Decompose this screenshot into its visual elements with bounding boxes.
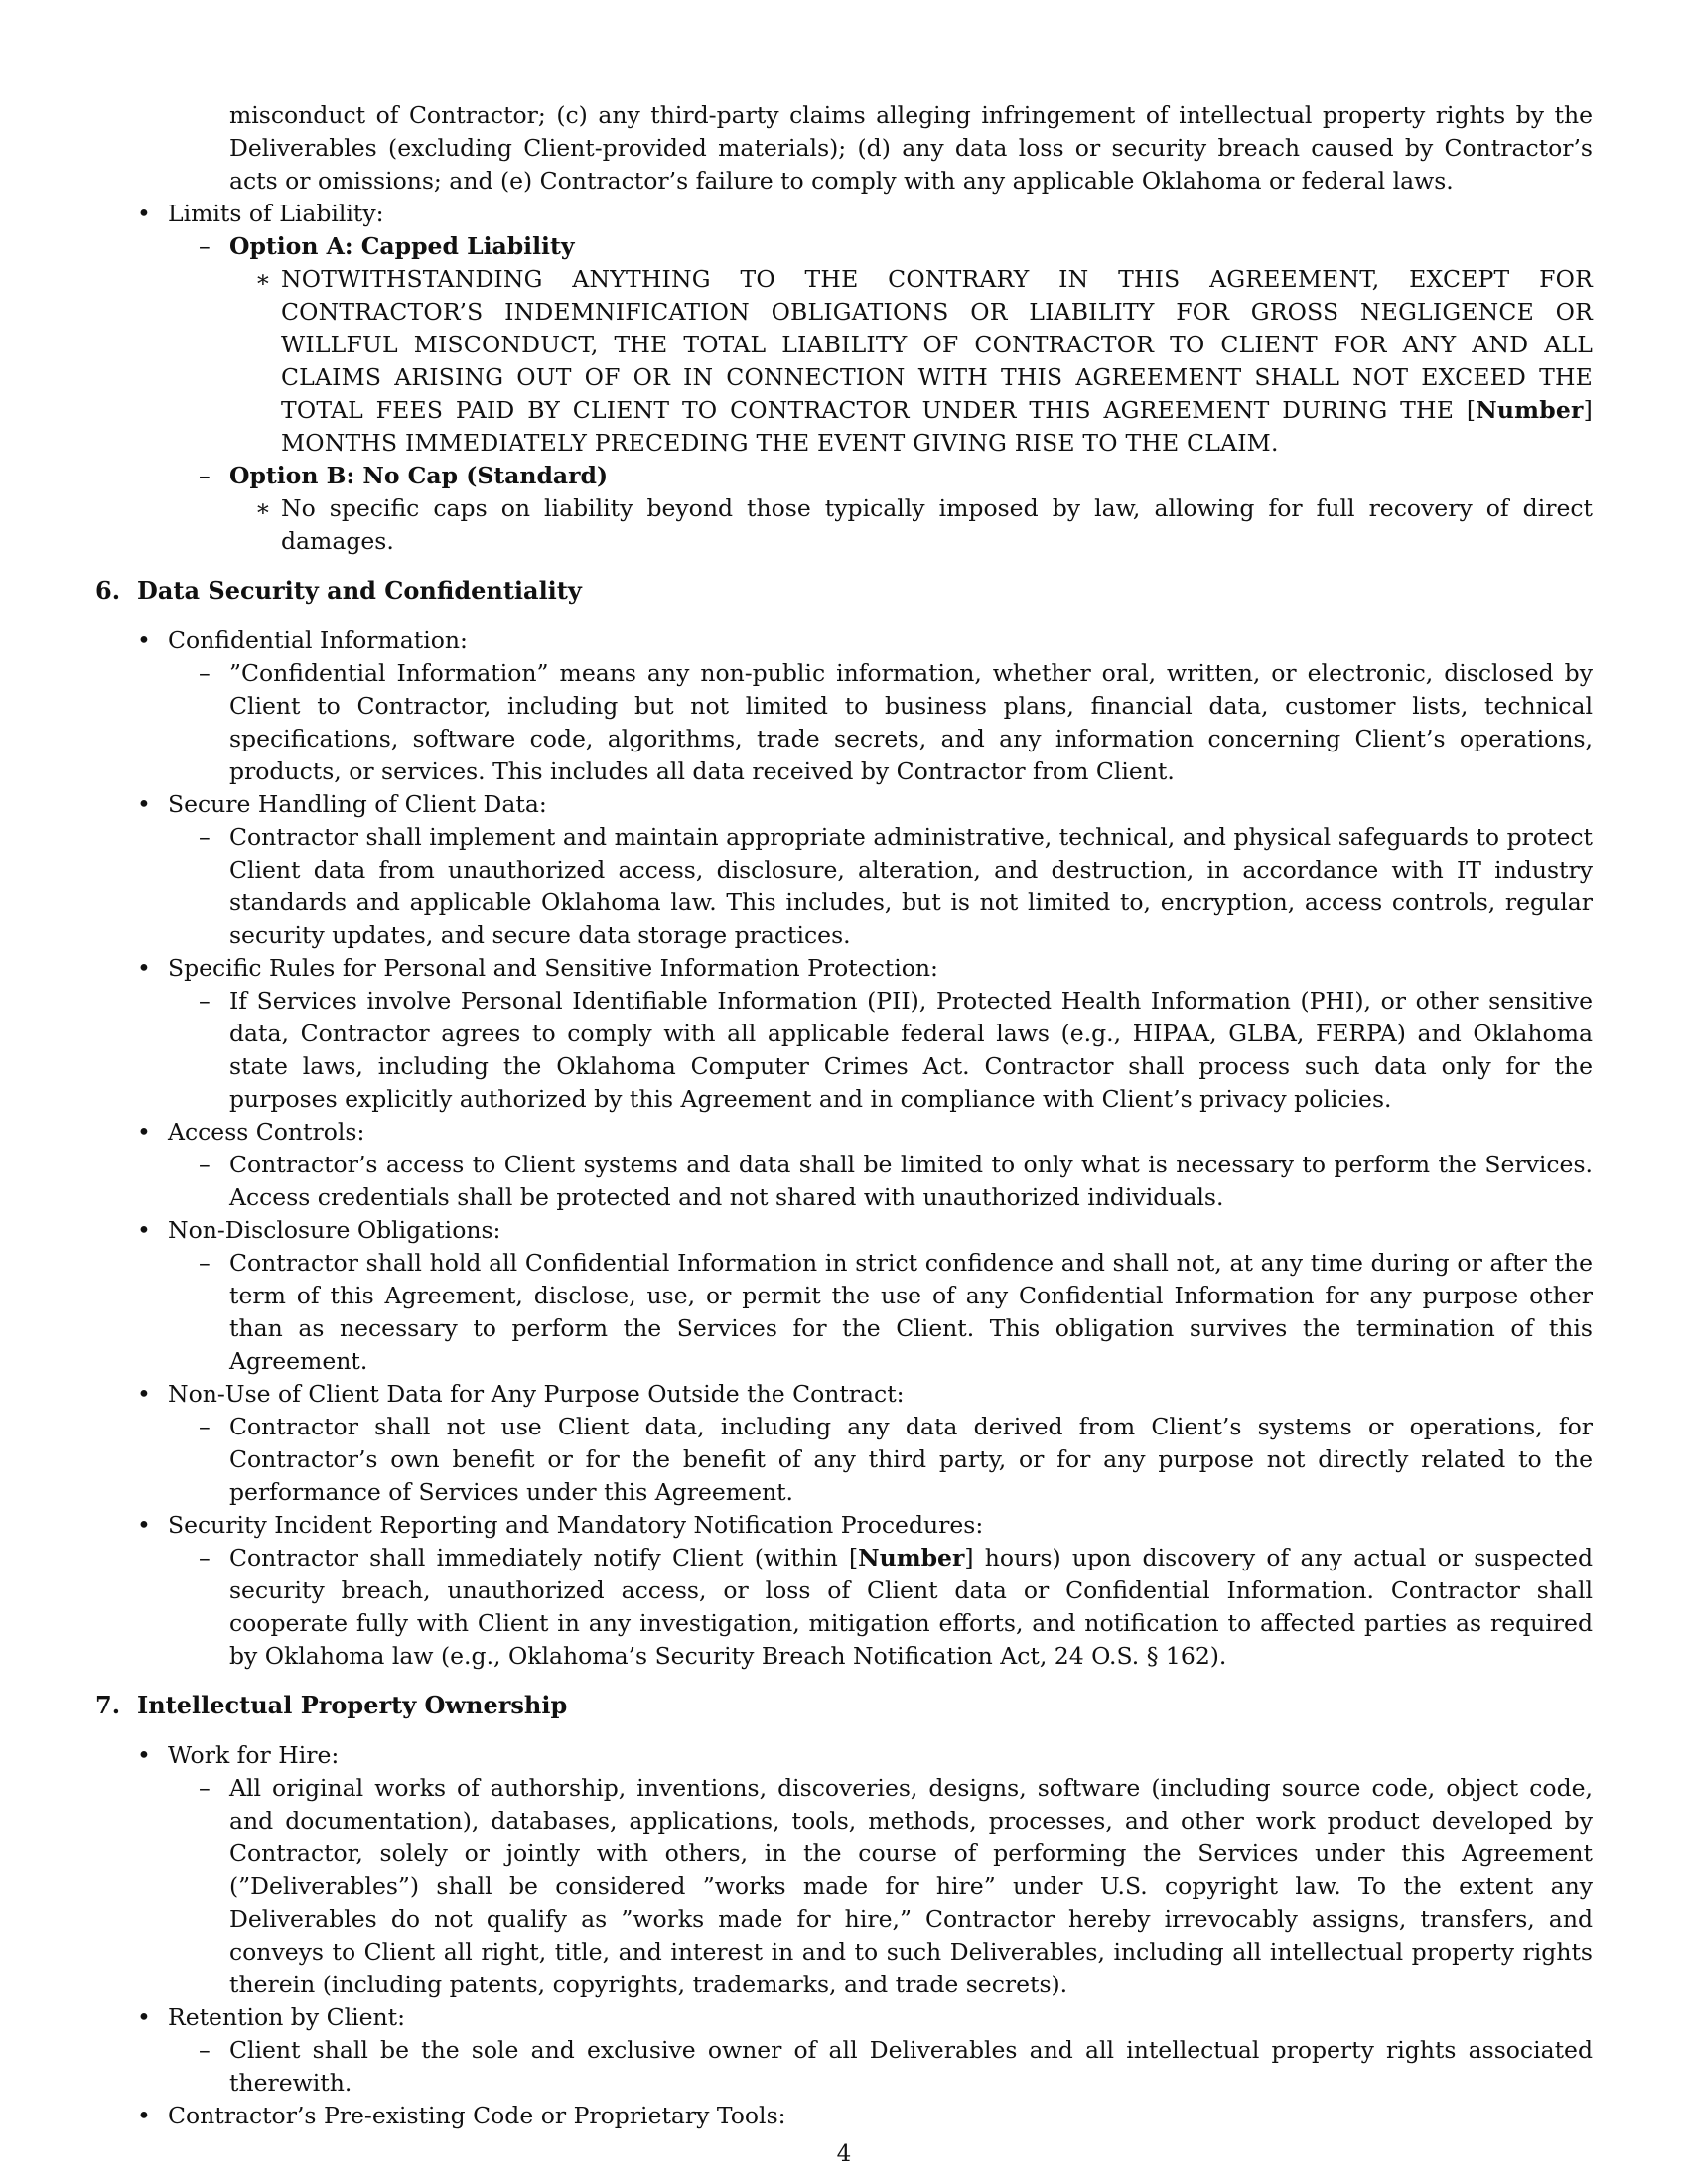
option-b-list bbox=[229, 492, 1593, 558]
sub-item bbox=[168, 2034, 1593, 2100]
option-a bbox=[168, 230, 1593, 460]
sub-item bbox=[168, 657, 1593, 788]
sublist bbox=[168, 1772, 1593, 2001]
dash-icon: – bbox=[199, 659, 211, 687]
sub-item bbox=[168, 1542, 1593, 1673]
dash-icon: – bbox=[199, 1413, 211, 1440]
page-content bbox=[95, 99, 1593, 2132]
list-item-label: Non-Use of Client Data for Any Purpose Outside the Contract: bbox=[168, 1380, 905, 1408]
dash-icon: – bbox=[199, 462, 211, 489]
list-item-label: Contractor’s Pre-existing Code or Proprietary Tools: bbox=[168, 2102, 786, 2129]
bullet-icon: • bbox=[137, 1216, 151, 1244]
sub-item bbox=[168, 1411, 1593, 1509]
option-a-text-before: NOTWITHSTANDING ANYTHING TO THE CONTRARY IN THIS AGREEMENT, EXCEPT FOR CONTRACTOR’S INDEMNIFICATION OBLIGATIONS OR LIABILITY FOR GROSS NEGLIGENCE OR WILLFUL MISCONDUCT, THE TOTAL LIABILITY OF CONTRACTOR TO CLIENT FOR ANY AND ALL CLAIMS ARISING OUT OF OR IN CONNECTION WITH THIS AGREEMENT SHALL NOT EXCEED THE TOTAL FEES PAID BY CLIENT TO CONTRACTOR UNDER THIS AGREEMENT DURING THE [ bbox=[281, 265, 1593, 424]
list-item-work-for-hire bbox=[95, 1739, 1593, 2001]
limits-options bbox=[168, 230, 1593, 558]
bullet-icon: • bbox=[137, 200, 151, 227]
sublist bbox=[168, 1411, 1593, 1509]
number-placeholder: Number bbox=[858, 1544, 965, 1571]
option-b bbox=[168, 460, 1593, 558]
section-number: 7. bbox=[95, 1691, 121, 1719]
sublist bbox=[168, 1149, 1593, 1214]
indemnification-carryover: misconduct of Contractor; (c) any third-party claims alleging infringement of intellectual property rights by the Deliverables (excluding Client-provided materials); (d) any data loss or security breach caused by Contractor’s acts or omissions; and (e) Contractor’s failure to comply with any applicable Oklahoma or federal laws. bbox=[229, 101, 1593, 195]
option-a-text-after: ] MONTHS IMMEDIATELY PRECEDING THE EVENT GIVING RISE TO THE CLAIM. bbox=[281, 396, 1593, 457]
number-placeholder: Number bbox=[1476, 396, 1584, 424]
list-item-limits-of-liability bbox=[95, 198, 1593, 558]
sublist bbox=[168, 1542, 1593, 1673]
incident-text-after: ] hours) upon discovery of any actual or suspected security breach, unauthorized access, or loss of Client data or Confidential Information. Contractor shall cooperate fully with Client in any investigation, mitigation efforts, and notification to affected parties as required by Oklahoma law (e.g., Oklahoma’s Security Breach Notification Act, 24 O.S. § 162). bbox=[229, 1544, 1593, 1670]
option-a-title: Option A: Capped Liability bbox=[229, 232, 575, 260]
incident-text-before: Contractor shall immediately notify Client (within [ bbox=[229, 1544, 859, 1571]
limits-list bbox=[95, 198, 1593, 558]
bullet-icon: • bbox=[137, 1380, 151, 1408]
dash-icon: – bbox=[199, 2036, 211, 2064]
option-b-title: Option B: No Cap (Standard) bbox=[229, 462, 609, 489]
list-item-incident-reporting bbox=[95, 1509, 1593, 1673]
option-b-clause bbox=[229, 492, 1593, 558]
list-item-label: Confidential Information: bbox=[168, 626, 468, 654]
page-number: 4 bbox=[836, 2141, 852, 2167]
dash-icon: – bbox=[199, 232, 211, 260]
sub-item bbox=[168, 1149, 1593, 1214]
bullet-icon: • bbox=[137, 626, 151, 654]
list-item-label: Security Incident Reporting and Mandatory Notification Procedures: bbox=[168, 1511, 984, 1539]
bullet-icon: • bbox=[137, 2003, 151, 2031]
sub-item bbox=[168, 1772, 1593, 2001]
sub-item-text: All original works of authorship, inventions, discoveries, designs, software (including source code, object code, and documentation), databases, applications, tools, methods, processes, and other work product developed by Contractor, solely or jointly with others, in the course of performing the Services under this Agreement (”Deliverables”) shall be considered ”works made for hire” under U.S. copyright law. To the extent any Deliverables do not qualify as ”works made for hire,” Contractor hereby irrevocably assigns, transfers, and conveys to Client all right, title, and interest in and to such Deliverables, including all intellectual property rights therein (including patents, copyrights, trademarks, and trade secrets). bbox=[229, 1774, 1593, 1998]
option-b-text: No specific caps on liability beyond those typically imposed by law, allowing for full recovery of direct damages. bbox=[281, 494, 1593, 555]
dash-icon: – bbox=[199, 1774, 211, 1802]
bullet-icon: • bbox=[137, 1741, 151, 1769]
section-6-heading bbox=[95, 574, 1593, 607]
sub-item bbox=[168, 985, 1593, 1116]
list-item-label: Specific Rules for Personal and Sensitive Information Protection: bbox=[168, 954, 938, 982]
sub-item-text: Contractor’s access to Client systems and data shall be limited to only what is necessary to perform the Services. Access credentials shall be protected and not shared with unauthorized individuals. bbox=[229, 1151, 1593, 1211]
sublist bbox=[168, 985, 1593, 1116]
sub-item bbox=[168, 1247, 1593, 1378]
option-a-list bbox=[229, 263, 1593, 460]
sub-item-text: Contractor shall hold all Confidential Information in strict confidence and shall not, at any time during or after the term of this Agreement, disclose, use, or permit the use of any Confidential Information for any purpose other than as necessary to perform the Services for the Client. This obligation survives the termination of this Agreement. bbox=[229, 1249, 1593, 1375]
list-item-sensitive-information bbox=[95, 952, 1593, 1116]
sublist bbox=[168, 821, 1593, 952]
bullet-icon: • bbox=[137, 2102, 151, 2129]
sub-item-text: ”Confidential Information” means any non-public information, whether oral, written, or electronic, disclosed by Client to Contractor, including but not limited to business plans, financial data, customer lists, technical specifications, software code, algorithms, trade secrets, and any information concerning Client’s operations, products, or services. This includes all data received by Contractor from Client. bbox=[229, 659, 1593, 785]
list-item-label: Secure Handling of Client Data: bbox=[168, 790, 547, 818]
section-7-list bbox=[95, 1739, 1593, 2132]
list-item-pre-existing-code bbox=[95, 2100, 1593, 2132]
bullet-icon: • bbox=[137, 1118, 151, 1146]
sub-item-text: Contractor shall implement and maintain appropriate administrative, technical, and physical safeguards to protect Client data from unauthorized access, disclosure, alteration, and destruction, in accordance with IT industry standards and applicable Oklahoma law. This includes, but is not limited to, encryption, access controls, regular security updates, and secure data storage practices. bbox=[229, 823, 1593, 949]
sublist bbox=[168, 2034, 1593, 2100]
section-7-heading bbox=[95, 1689, 1593, 1721]
section-number: 6. bbox=[95, 576, 121, 605]
list-item-label: Non-Disclosure Obligations: bbox=[168, 1216, 501, 1244]
sub-item-text: Contractor shall not use Client data, including any data derived from Client’s systems or operations, for Contractor’s own benefit or for the benefit of any third party, or for any purpose not directly related to the performance of Services under this Agreement. bbox=[229, 1413, 1593, 1506]
bullet-icon: • bbox=[137, 790, 151, 818]
list-item-retention-by-client bbox=[95, 2001, 1593, 2100]
list-item-non-use bbox=[95, 1378, 1593, 1509]
dash-icon: – bbox=[199, 1151, 211, 1178]
dash-icon: – bbox=[199, 1249, 211, 1277]
section-6-list bbox=[95, 624, 1593, 1673]
asterisk-icon: ∗ bbox=[255, 494, 271, 522]
bullet-icon: • bbox=[137, 954, 151, 982]
list-item-access-controls bbox=[95, 1116, 1593, 1214]
dash-icon: – bbox=[199, 1544, 211, 1571]
section-title: Intellectual Property Ownership bbox=[137, 1691, 568, 1719]
list-item-confidential-information bbox=[95, 624, 1593, 788]
list-item-label: Retention by Client: bbox=[168, 2003, 406, 2031]
list-item-label: Work for Hire: bbox=[168, 1741, 340, 1769]
sub-item bbox=[168, 821, 1593, 952]
dash-icon: – bbox=[199, 987, 211, 1015]
list-item-label: Limits of Liability: bbox=[168, 200, 384, 227]
sub-item-text: Client shall be the sole and exclusive owner of all Deliverables and all intellectual property rights associated therewith. bbox=[229, 2036, 1593, 2097]
section-title: Data Security and Confidentiality bbox=[137, 576, 582, 605]
list-item-secure-handling bbox=[95, 788, 1593, 952]
list-item-non-disclosure bbox=[95, 1214, 1593, 1378]
option-a-clause bbox=[229, 263, 1593, 460]
bullet-icon: • bbox=[137, 1511, 151, 1539]
list-item-label: Access Controls: bbox=[168, 1118, 365, 1146]
sub-item-text: If Services involve Personal Identifiable Information (PII), Protected Health Information (PHI), or other sensitive data, Contractor agrees to comply with all applicable federal laws (e.g., HIPAA, GLBA, FERPA) and Oklahoma state laws, including the Oklahoma Computer Crimes Act. Contractor shall process such data only for the purposes explicitly authorized by this Agreement and in compliance with Client’s privacy policies. bbox=[229, 987, 1593, 1113]
sublist bbox=[168, 657, 1593, 788]
asterisk-icon: ∗ bbox=[255, 265, 272, 293]
dash-icon: – bbox=[199, 823, 211, 851]
sublist bbox=[168, 1247, 1593, 1378]
